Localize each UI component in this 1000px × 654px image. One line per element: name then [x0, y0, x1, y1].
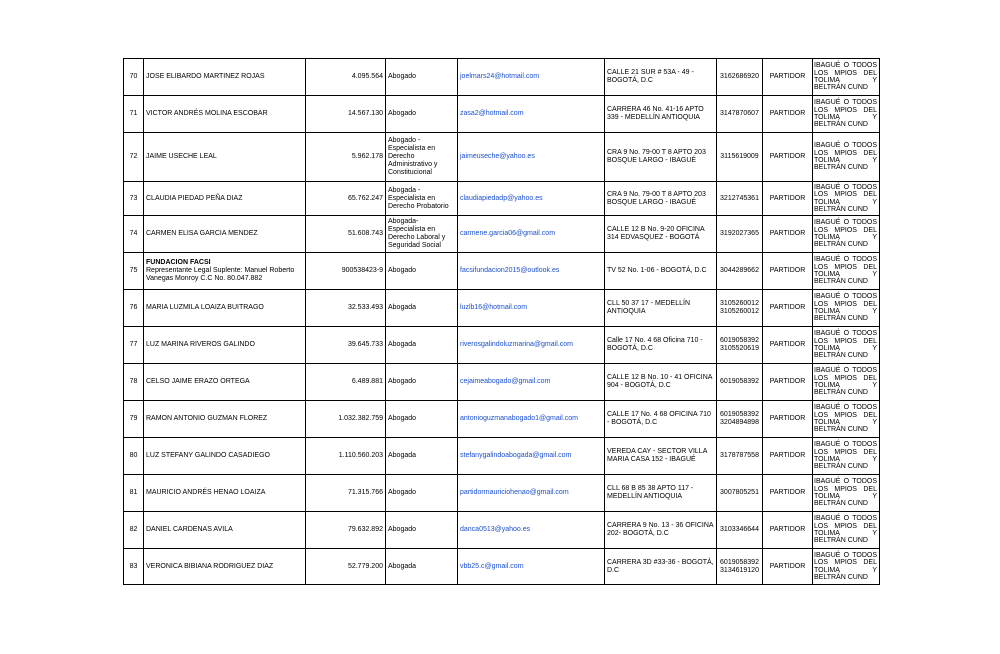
row-number: 79	[124, 401, 144, 438]
name-text: DANIEL CARDENAS AVILA	[146, 526, 233, 533]
name-text: JAIME USECHE LEAL	[146, 153, 217, 160]
row-number: 73	[124, 182, 144, 216]
table-row	[124, 59, 880, 96]
id-number: 5.962.178	[306, 133, 386, 182]
table-row	[124, 364, 880, 401]
role: PARTIDOR	[763, 96, 813, 133]
name-text: VERONICA BIBIANA RODRIGUEZ DIAZ	[146, 562, 274, 570]
role: PARTIDOR	[763, 438, 813, 475]
name-text: Representante Legal Suplente: Manuel Roberto Vanegas Monroy C.C No. 80.047.882	[146, 267, 295, 282]
row-number: 83	[124, 549, 144, 585]
person-name	[144, 364, 306, 401]
person-name	[144, 96, 306, 133]
role: PARTIDOR	[763, 475, 813, 512]
id-number: 1.032.382.759	[306, 401, 386, 438]
service-area: IBAGUÉ O TODOS LOS MPIOS DEL TOLIMA Y BELTRÁN CUND	[813, 290, 880, 327]
service-area: IBAGUÉ O TODOS LOS MPIOS DEL TOLIMA Y BELTRÁN CUND	[813, 327, 880, 364]
phone-number: 6019058392 3204894898	[717, 401, 763, 438]
service-area: IBAGUÉ O TODOS LOS MPIOS DEL TOLIMA Y BELTRÁN CUND	[813, 216, 880, 253]
person-name	[144, 401, 306, 438]
id-number: 65.762.247	[306, 182, 386, 216]
service-area: IBAGUÉ O TODOS LOS MPIOS DEL TOLIMA Y BELTRÁN CUND	[813, 182, 880, 216]
role: PARTIDOR	[763, 216, 813, 253]
row-number: 74	[124, 216, 144, 253]
address: CRA 9 No. 79-00 T 8 APTO 203 BOSQUE LARGO - IBAGUÉ	[605, 133, 717, 182]
address: VEREDA CAY - SECTOR VILLA MARIA CASA 152 - IBAGUÉ	[605, 438, 717, 475]
table-row	[124, 512, 880, 549]
role: PARTIDOR	[763, 290, 813, 327]
email-link[interactable]: jaimeuseche@yahoo.es	[458, 133, 605, 182]
role: PARTIDOR	[763, 59, 813, 96]
address: Calle 17 No. 4 68 Oficina 710 - BOGOTÁ, D.C	[605, 327, 717, 364]
professional-title: Abogada	[386, 327, 458, 364]
id-number: 71.315.766	[306, 475, 386, 512]
id-number: 900538423-9	[306, 253, 386, 290]
professional-title: Abogada - Especialista en Derecho Probatorio	[386, 182, 458, 216]
table-row	[124, 327, 880, 364]
registry-table	[123, 58, 880, 585]
professional-title: Abogado	[386, 59, 458, 96]
id-number: 6.489.881	[306, 364, 386, 401]
phone-number: 3162686920	[717, 59, 763, 96]
organization-name: FUNDACION FACSI	[146, 259, 211, 266]
person-name	[144, 253, 306, 290]
service-area: IBAGUÉ O TODOS LOS MPIOS DEL TOLIMA Y BELTRÁN CUND	[813, 253, 880, 290]
name-text: LUZ STEFANY GALINDO CASADIEGO	[146, 452, 270, 459]
service-area: IBAGUÉ O TODOS LOS MPIOS DEL TOLIMA Y BELTRÁN CUND	[813, 133, 880, 182]
table-row	[124, 290, 880, 327]
table-row	[124, 438, 880, 475]
phone-number: 3192027365	[717, 216, 763, 253]
table-row	[124, 133, 880, 182]
address: CARRERA 3D #33-36 - BOGOTÁ, D.C	[605, 549, 717, 585]
id-number: 14.567.130	[306, 96, 386, 133]
id-number: 79.632.892	[306, 512, 386, 549]
service-area: IBAGUÉ O TODOS LOS MPIOS DEL TOLIMA Y BELTRÁN CUND	[813, 438, 880, 475]
address: CALLE 17 No. 4 68 OFICINA 710 - BOGOTÁ, D.C	[605, 401, 717, 438]
service-area: IBAGUÉ O TODOS LOS MPIOS DEL TOLIMA Y BELTRÁN CUND	[813, 59, 880, 96]
phone-number: 6019058392	[717, 364, 763, 401]
name-text: RAMON ANTONIO GUZMAN FLOREZ	[146, 415, 268, 422]
row-number: 71	[124, 96, 144, 133]
service-area: IBAGUÉ O TODOS LOS MPIOS DEL TOLIMA Y BELTRÁN CUND	[813, 475, 880, 512]
address: CALLE 21 SUR # 53A - 49 - BOGOTÁ, D.C	[605, 59, 717, 96]
row-number: 72	[124, 133, 144, 182]
phone-number: 3147870607	[717, 96, 763, 133]
professional-title: Abogado	[386, 512, 458, 549]
phone-number: 3178787558	[717, 438, 763, 475]
row-number: 75	[124, 253, 144, 290]
role: PARTIDOR	[763, 133, 813, 182]
lawyer-registry-sheet	[123, 58, 879, 585]
email-link[interactable]: antonioguzmanabogado1@gmail.com	[458, 401, 605, 438]
person-name	[144, 290, 306, 327]
id-number: 4.095.564	[306, 59, 386, 96]
id-number: 39.645.733	[306, 327, 386, 364]
service-area: IBAGUÉ O TODOS LOS MPIOS DEL TOLIMA Y BELTRÁN CUND	[813, 364, 880, 401]
phone-number: 6019058392 3134619120	[717, 549, 763, 585]
phone-number: 3105260012 3105260012	[717, 290, 763, 327]
address: TV 52 No. 1-06 - BOGOTÁ, D.C	[605, 253, 717, 290]
email-link[interactable]: cejaimeabogado@gmail.com	[458, 364, 605, 401]
email-link[interactable]: stefanygalindoabogada@gmail.com	[458, 438, 605, 475]
role: PARTIDOR	[763, 364, 813, 401]
role: PARTIDOR	[763, 401, 813, 438]
service-area: IBAGUÉ O TODOS LOS MPIOS DEL TOLIMA Y BELTRÁN CUND	[813, 512, 880, 549]
name-text: LUZ MARINA RIVEROS GALINDO	[146, 341, 255, 348]
phone-number: 3007805251	[717, 475, 763, 512]
address: CARRERA 46 No. 41-16 APTO 339 - MEDELLÍN ANTIOQUIA	[605, 96, 717, 133]
phone-number: 3115619009	[717, 133, 763, 182]
professional-title: Abogado	[386, 96, 458, 133]
email-link[interactable]: zasa2@hotmail.com	[458, 96, 605, 133]
email-link[interactable]: joelmars24@hotmail.com	[458, 59, 605, 96]
table-row	[124, 475, 880, 512]
professional-title: Abogado	[386, 364, 458, 401]
phone-number: 6019058392 3105520619	[717, 327, 763, 364]
email-link[interactable]: riverosgalindoluzmarina@gmail.com	[458, 327, 605, 364]
id-number: 32.533.493	[306, 290, 386, 327]
row-number: 77	[124, 327, 144, 364]
phone-number: 3044289662	[717, 253, 763, 290]
address: CLL 68 B 85 38 APTO 117 - MEDELLÍN ANTIOQUIA	[605, 475, 717, 512]
role: PARTIDOR	[763, 512, 813, 549]
professional-title: Abogada	[386, 438, 458, 475]
row-number: 78	[124, 364, 144, 401]
person-name	[144, 327, 306, 364]
row-number: 82	[124, 512, 144, 549]
professional-title: Abogado	[386, 401, 458, 438]
email-link[interactable]: partidormauriciohenao@gmail.com	[458, 475, 605, 512]
role: PARTIDOR	[763, 549, 813, 585]
address: CALLE 12 B No. 9-20 OFICINA 314 EDVASQUEZ - BOGOTÁ	[605, 216, 717, 253]
email-link[interactable]: facsifundacion2015@outlook.es	[458, 253, 605, 290]
address: CRA 9 No. 79-00 T 8 APTO 203 BOSQUE LARGO - IBAGUÉ	[605, 182, 717, 216]
person-name	[144, 216, 306, 253]
phone-number: 3212745361	[717, 182, 763, 216]
name-text: MARIA LUZMILA LOAIZA BUITRAGO	[146, 304, 264, 311]
row-number: 76	[124, 290, 144, 327]
name-text: MAURICIO ANDRÉS HENAO LOAIZA	[146, 489, 266, 496]
service-area: IBAGUÉ O TODOS LOS MPIOS DEL TOLIMA Y BELTRÁN CUND	[813, 549, 880, 585]
professional-title: Abogado	[386, 475, 458, 512]
row-number: 80	[124, 438, 144, 475]
table-row	[124, 253, 880, 290]
table-row	[124, 216, 880, 253]
person-name	[144, 438, 306, 475]
id-number: 51.608.743	[306, 216, 386, 253]
person-name	[144, 475, 306, 512]
id-number: 1.110.560.203	[306, 438, 386, 475]
name-text: JOSE ELIBARDO MARTINEZ ROJAS	[146, 73, 265, 80]
email-link[interactable]: carmene.garcia06@gmail.com	[458, 216, 605, 253]
role: PARTIDOR	[763, 327, 813, 364]
table-row	[124, 96, 880, 133]
table-row	[124, 182, 880, 216]
address: CALLE 12 B No. 10 - 41 OFICINA 904 - BOGOTÁ, D.C	[605, 364, 717, 401]
service-area: IBAGUÉ O TODOS LOS MPIOS DEL TOLIMA Y BELTRÁN CUND	[813, 401, 880, 438]
email-link[interactable]: claudiapiedadp@yahoo.es	[458, 182, 605, 216]
person-name	[144, 512, 306, 549]
name-text: CARMEN ELISA GARCIA MENDEZ	[146, 230, 258, 237]
name-text: CLAUDIA PIEDAD PEÑA DIAZ	[146, 194, 243, 202]
person-name	[144, 133, 306, 182]
email-link[interactable]: danca0513@yahoo.es	[458, 512, 605, 549]
professional-title: Abogado - Especialista en Derecho Administrativo y Constitucional	[386, 133, 458, 182]
row-number: 70	[124, 59, 144, 96]
person-name	[144, 182, 306, 216]
professional-title: Abogada	[386, 290, 458, 327]
role: PARTIDOR	[763, 253, 813, 290]
professional-title: Abogada- Especialista en Derecho Laboral y Seguridad Social	[386, 216, 458, 253]
service-area: IBAGUÉ O TODOS LOS MPIOS DEL TOLIMA Y BELTRÁN CUND	[813, 96, 880, 133]
person-name	[144, 549, 306, 585]
id-number: 52.779.200	[306, 549, 386, 585]
person-name	[144, 59, 306, 96]
phone-number: 3103346644	[717, 512, 763, 549]
row-number: 81	[124, 475, 144, 512]
role: PARTIDOR	[763, 182, 813, 216]
table-row	[124, 401, 880, 438]
name-text: CELSO JAIME ERAZO ORTEGA	[146, 378, 250, 385]
address: CLL 50 37 17 - MEDELLÍN ANTIOQUIA	[605, 290, 717, 327]
professional-title: Abogada	[386, 549, 458, 585]
professional-title: Abogado	[386, 253, 458, 290]
table-row	[124, 549, 880, 585]
email-link[interactable]: luzlb16@hotmail.com	[458, 290, 605, 327]
name-text: VICTOR ANDRÉS MOLINA ESCOBAR	[146, 110, 268, 117]
address: CARRERA 9 No. 13 - 36 OFICINA 202- BOGOTÁ, D.C	[605, 512, 717, 549]
email-link[interactable]: vbb25.c@gmail.com	[458, 549, 605, 585]
